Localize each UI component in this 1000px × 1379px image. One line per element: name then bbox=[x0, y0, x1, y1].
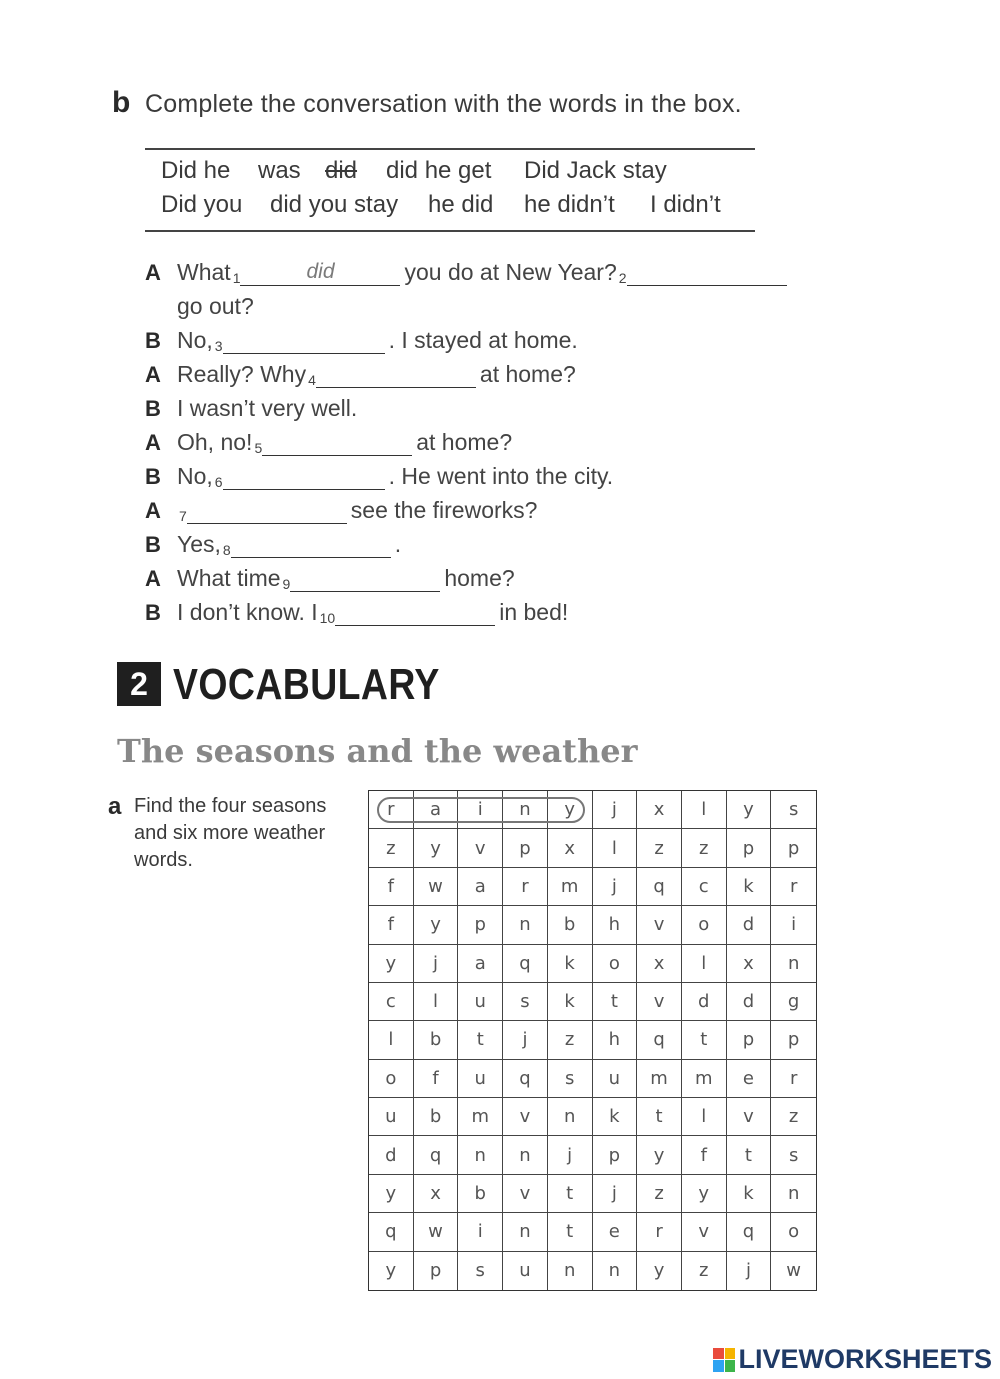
gap-number: 10 bbox=[319, 610, 336, 626]
grid-cell[interactable]: k bbox=[593, 1098, 638, 1136]
grid-cell[interactable]: r bbox=[771, 868, 816, 906]
answer-blank-1[interactable] bbox=[240, 261, 400, 286]
dialogue-line bbox=[145, 490, 537, 524]
grid-cell[interactable]: y bbox=[682, 1175, 727, 1213]
grid-cell[interactable]: v bbox=[682, 1213, 727, 1251]
grid-cell[interactable]: t bbox=[593, 983, 638, 1021]
grid-cell[interactable]: d bbox=[727, 983, 772, 1021]
line-text: in bed! bbox=[499, 599, 569, 625]
line-text: at home? bbox=[479, 361, 576, 387]
section-number-badge: 2 bbox=[117, 662, 161, 706]
grid-cell[interactable]: b bbox=[458, 1175, 503, 1213]
word-box-item: Did he bbox=[161, 157, 231, 184]
grid-cell[interactable]: k bbox=[548, 945, 593, 983]
grid-cell[interactable]: f bbox=[682, 1136, 727, 1174]
grid-cell[interactable]: y bbox=[548, 791, 593, 829]
grid-cell[interactable]: j bbox=[503, 1021, 548, 1059]
answer-input-6[interactable] bbox=[223, 464, 385, 488]
grid-cell[interactable]: h bbox=[593, 1021, 638, 1059]
speaker-label: B bbox=[145, 464, 161, 489]
line-text: No, bbox=[177, 327, 213, 353]
section-title: VOCABULARY bbox=[173, 660, 440, 709]
grid-cell[interactable]: l bbox=[682, 1098, 727, 1136]
line-text: What bbox=[177, 259, 231, 285]
line-text: Oh, no! bbox=[177, 429, 253, 455]
line-text: . I stayed at home. bbox=[388, 327, 578, 353]
line-text: What time bbox=[177, 565, 281, 591]
grid-cell[interactable]: u bbox=[458, 983, 503, 1021]
grid-cell[interactable]: t bbox=[458, 1021, 503, 1059]
grid-cell[interactable]: u bbox=[458, 1060, 503, 1098]
grid-cell[interactable]: t bbox=[548, 1213, 593, 1251]
word-search-grid[interactable] bbox=[368, 790, 817, 1291]
word-box-item: did you stay bbox=[270, 191, 399, 218]
line-text: I wasn’t very well. bbox=[177, 395, 358, 421]
grid-cell[interactable]: r bbox=[771, 1060, 816, 1098]
grid-cell[interactable]: s bbox=[503, 983, 548, 1021]
gap-number: 9 bbox=[282, 576, 291, 592]
grid-cell[interactable]: j bbox=[414, 945, 459, 983]
grid-cell[interactable]: f bbox=[369, 868, 414, 906]
grid-cell[interactable]: l bbox=[593, 829, 638, 867]
speaker-label: A bbox=[145, 362, 161, 387]
grid-cell[interactable]: y bbox=[414, 906, 459, 944]
grid-cell[interactable]: n bbox=[548, 1098, 593, 1136]
answer-blank-4[interactable] bbox=[316, 363, 476, 388]
answer-blank-9[interactable] bbox=[290, 567, 440, 592]
answer-blank-10[interactable] bbox=[335, 601, 495, 626]
grid-cell[interactable]: u bbox=[593, 1060, 638, 1098]
grid-cell[interactable]: a bbox=[458, 868, 503, 906]
grid-cell[interactable]: q bbox=[369, 1213, 414, 1251]
grid-cell[interactable]: z bbox=[771, 1098, 816, 1136]
grid-cell[interactable]: v bbox=[637, 906, 682, 944]
grid-cell[interactable]: m bbox=[458, 1098, 503, 1136]
gap-number: 2 bbox=[618, 270, 627, 286]
grid-cell[interactable]: r bbox=[503, 868, 548, 906]
grid-cell[interactable]: p bbox=[593, 1136, 638, 1174]
answer-input-3[interactable] bbox=[223, 328, 385, 352]
grid-cell[interactable]: n bbox=[503, 906, 548, 944]
grid-cell[interactable]: w bbox=[414, 868, 459, 906]
grid-cell[interactable]: l bbox=[369, 1021, 414, 1059]
grid-cell[interactable]: m bbox=[682, 1060, 727, 1098]
line-text: . bbox=[394, 531, 402, 557]
section-subtitle: The seasons and the weather bbox=[117, 732, 638, 770]
grid-cell[interactable]: k bbox=[727, 1175, 772, 1213]
grid-cell[interactable]: h bbox=[593, 906, 638, 944]
answer-input-10[interactable] bbox=[335, 600, 495, 624]
grid-cell[interactable]: m bbox=[637, 1060, 682, 1098]
grid-cell[interactable]: j bbox=[593, 791, 638, 829]
grid-cell[interactable]: y bbox=[637, 1136, 682, 1174]
task-letter: a bbox=[108, 793, 122, 820]
answer-input-1[interactable] bbox=[240, 260, 400, 284]
word-box-item: I didn’t bbox=[650, 191, 721, 218]
line-text: I don’t know. I bbox=[177, 599, 318, 625]
word-box-bottom-rule bbox=[145, 230, 755, 232]
section-instruction: Complete the conversation with the words in the box. bbox=[145, 90, 742, 118]
grid-cell[interactable]: d bbox=[727, 906, 772, 944]
grid-cell[interactable]: n bbox=[503, 1213, 548, 1251]
answer-blank-3[interactable] bbox=[223, 329, 385, 354]
grid-cell[interactable]: d bbox=[369, 1136, 414, 1174]
grid-cell[interactable]: n bbox=[458, 1136, 503, 1174]
grid-cell[interactable]: s bbox=[548, 1060, 593, 1098]
grid-cell[interactable]: s bbox=[771, 1136, 816, 1174]
dialogue-line bbox=[177, 286, 254, 320]
answer-input-4[interactable] bbox=[316, 362, 476, 386]
grid-cell[interactable]: c bbox=[369, 983, 414, 1021]
grid-cell[interactable]: v bbox=[503, 1175, 548, 1213]
liveworksheets-logo bbox=[713, 1344, 992, 1375]
grid-cell[interactable]: p bbox=[727, 1021, 772, 1059]
answer-blank-6[interactable] bbox=[223, 465, 385, 490]
grid-cell[interactable]: r bbox=[637, 1213, 682, 1251]
grid-cell[interactable]: a bbox=[414, 791, 459, 829]
grid-cell[interactable]: p bbox=[503, 829, 548, 867]
gap-number: 6 bbox=[214, 474, 223, 490]
grid-cell[interactable]: l bbox=[414, 983, 459, 1021]
grid-cell[interactable]: n bbox=[548, 1252, 593, 1290]
grid-cell[interactable]: f bbox=[414, 1060, 459, 1098]
grid-cell[interactable]: w bbox=[786, 1260, 802, 1282]
line-text: you do at New Year? bbox=[404, 259, 617, 285]
grid-cell[interactable]: c bbox=[682, 868, 727, 906]
grid-cell[interactable]: o bbox=[369, 1060, 414, 1098]
section-letter: b bbox=[112, 86, 131, 119]
gap-number: 5 bbox=[254, 440, 263, 456]
grid-cell[interactable]: y bbox=[369, 1252, 414, 1290]
word-box-item: he didn’t bbox=[524, 191, 615, 218]
dialogue-line bbox=[145, 558, 515, 592]
speaker-label: B bbox=[145, 532, 161, 557]
line-text: Yes, bbox=[177, 531, 221, 557]
gap-number: 4 bbox=[308, 372, 316, 388]
grid-cell[interactable]: z bbox=[369, 829, 414, 867]
answer-input-5[interactable] bbox=[262, 430, 412, 454]
grid-cell[interactable]: r bbox=[369, 791, 414, 829]
speaker-label: A bbox=[145, 566, 161, 591]
speaker-label: B bbox=[145, 328, 161, 353]
grid-cell[interactable]: q bbox=[503, 945, 548, 983]
line-text: Really? Why bbox=[177, 361, 307, 387]
grid-cell[interactable]: o bbox=[771, 1213, 816, 1251]
grid-cell[interactable]: b bbox=[548, 906, 593, 944]
grid-cell[interactable]: z bbox=[682, 1252, 727, 1290]
speaker-label: A bbox=[145, 430, 161, 455]
dialogue-line bbox=[145, 524, 401, 558]
word-box-item: did he get bbox=[386, 157, 492, 184]
grid-cell[interactable]: z bbox=[682, 829, 727, 867]
grid-cell[interactable]: n bbox=[771, 945, 816, 983]
dialogue-line bbox=[145, 422, 512, 456]
grid-cell[interactable]: v bbox=[503, 1098, 548, 1136]
grid-cell[interactable]: a bbox=[458, 945, 503, 983]
word-box-item: Did Jack stay bbox=[524, 157, 667, 184]
grid-cell[interactable]: k bbox=[727, 868, 772, 906]
dialogue-line bbox=[145, 320, 578, 354]
answer-blank-2[interactable] bbox=[627, 261, 787, 286]
gap-number: 1 bbox=[232, 270, 241, 286]
grid-cell[interactable]: n bbox=[503, 1136, 548, 1174]
grid-cell[interactable]: g bbox=[771, 983, 816, 1021]
word-box-item: was bbox=[258, 157, 301, 184]
grid-cell[interactable]: z bbox=[637, 829, 682, 867]
grid-cell[interactable]: q bbox=[503, 1060, 548, 1098]
grid-cell[interactable]: z bbox=[548, 1021, 593, 1059]
grid-cell[interactable]: j bbox=[593, 868, 638, 906]
grid-cell[interactable]: y bbox=[637, 1252, 682, 1290]
answer-input-8[interactable] bbox=[231, 532, 391, 556]
grid-cell[interactable]: j bbox=[593, 1175, 638, 1213]
grid-cell[interactable]: x bbox=[637, 791, 682, 829]
word-box-item-crossed: did bbox=[325, 157, 358, 184]
line-text: see the fireworks? bbox=[350, 497, 538, 523]
logo-icon bbox=[713, 1348, 735, 1372]
line-text: at home? bbox=[416, 429, 513, 455]
grid-cell[interactable]: u bbox=[369, 1098, 414, 1136]
grid-cell[interactable]: s bbox=[458, 1252, 503, 1290]
grid-cell[interactable]: t bbox=[637, 1098, 682, 1136]
grid-cell[interactable]: v bbox=[458, 829, 503, 867]
grid-cell[interactable]: p bbox=[458, 906, 503, 944]
answer-input-9[interactable] bbox=[290, 566, 440, 590]
grid-cell[interactable]: q bbox=[727, 1213, 772, 1251]
grid-cell[interactable]: i bbox=[458, 1213, 503, 1251]
grid-cell[interactable]: u bbox=[503, 1252, 548, 1290]
speaker-label: B bbox=[145, 600, 161, 625]
grid-cell[interactable]: t bbox=[548, 1175, 593, 1213]
grid-cell[interactable]: e bbox=[727, 1060, 772, 1098]
logo-text: LIVEWORKSHEETS bbox=[738, 1344, 992, 1374]
grid-cell[interactable]: y bbox=[414, 829, 459, 867]
grid-cell[interactable]: x bbox=[548, 829, 593, 867]
grid-cell[interactable]: i bbox=[771, 906, 816, 944]
grid-cell[interactable]: q bbox=[637, 868, 682, 906]
grid-cell[interactable]: n bbox=[503, 791, 548, 829]
dialogue-line bbox=[145, 388, 357, 422]
grid-cell[interactable]: p bbox=[414, 1252, 459, 1290]
line-text: home? bbox=[444, 565, 515, 591]
dialogue-line bbox=[145, 252, 791, 286]
dialogue-line bbox=[145, 354, 576, 388]
answer-input-2[interactable] bbox=[627, 260, 787, 284]
answer-blank-8[interactable] bbox=[231, 533, 391, 558]
line-text: No, bbox=[177, 463, 213, 489]
grid-cell[interactable]: y bbox=[369, 945, 414, 983]
word-box-item: Did you bbox=[161, 191, 243, 218]
grid-cell[interactable]: x bbox=[414, 1175, 459, 1213]
answer-blank-7[interactable] bbox=[187, 499, 347, 524]
grid-cell[interactable]: b bbox=[414, 1021, 459, 1059]
line-text: go out? bbox=[177, 293, 254, 319]
task-instruction: Find the four seasons and six more weather words. bbox=[134, 795, 327, 871]
speaker-label: B bbox=[145, 396, 161, 421]
answer-input-7[interactable] bbox=[187, 498, 347, 522]
grid-cell[interactable]: i bbox=[458, 791, 503, 829]
grid-cell[interactable]: b bbox=[414, 1098, 459, 1136]
grid-cell[interactable]: e bbox=[593, 1213, 638, 1251]
gap-number: 8 bbox=[222, 542, 231, 558]
grid-cell[interactable]: f bbox=[369, 906, 414, 944]
grid-cell[interactable]: v bbox=[727, 1098, 772, 1136]
dialogue-line bbox=[145, 592, 568, 626]
circled-answer-rainy bbox=[377, 797, 585, 823]
dialogue-line bbox=[145, 456, 613, 490]
grid-cell[interactable]: x bbox=[637, 945, 682, 983]
grid-cell[interactable]: p bbox=[771, 829, 816, 867]
grid-cell[interactable]: n bbox=[771, 1175, 816, 1213]
grid-cell[interactable]: v bbox=[637, 983, 682, 1021]
word-box-item: he did bbox=[428, 191, 494, 218]
grid-cell[interactable]: y bbox=[369, 1175, 414, 1213]
speaker-label: A bbox=[145, 498, 161, 523]
grid-cell[interactable]: x bbox=[727, 945, 772, 983]
line-text: . He went into the city. bbox=[388, 463, 614, 489]
grid-cell[interactable]: p bbox=[727, 829, 772, 867]
grid-cell[interactable]: l bbox=[682, 791, 727, 829]
grid-cell[interactable]: w bbox=[414, 1213, 459, 1251]
grid-cell[interactable]: n bbox=[593, 1252, 638, 1290]
grid-cell[interactable]: k bbox=[548, 983, 593, 1021]
grid-cell[interactable]: j bbox=[727, 1252, 772, 1290]
speaker-label: A bbox=[145, 260, 161, 285]
gap-number: 7 bbox=[179, 508, 187, 524]
grid-cell[interactable]: q bbox=[414, 1136, 459, 1174]
grid-cell[interactable]: s bbox=[771, 791, 816, 829]
grid-cell[interactable]: p bbox=[771, 1021, 816, 1059]
grid-cell[interactable]: y bbox=[727, 791, 772, 829]
gap-number: 3 bbox=[214, 338, 223, 354]
grid-cell[interactable]: d bbox=[682, 983, 727, 1021]
grid-cell[interactable]: q bbox=[637, 1021, 682, 1059]
grid-cell[interactable]: o bbox=[682, 906, 727, 944]
grid-cell[interactable]: m bbox=[548, 868, 593, 906]
grid-cell[interactable]: l bbox=[682, 945, 727, 983]
word-box-top-rule bbox=[145, 148, 755, 150]
grid-cell[interactable]: z bbox=[637, 1175, 682, 1213]
grid-cell[interactable]: j bbox=[548, 1136, 593, 1174]
grid-cell[interactable]: t bbox=[727, 1136, 772, 1174]
answer-blank-5[interactable] bbox=[262, 431, 412, 456]
grid-cell[interactable]: t bbox=[682, 1021, 727, 1059]
grid-cell[interactable]: o bbox=[593, 945, 638, 983]
